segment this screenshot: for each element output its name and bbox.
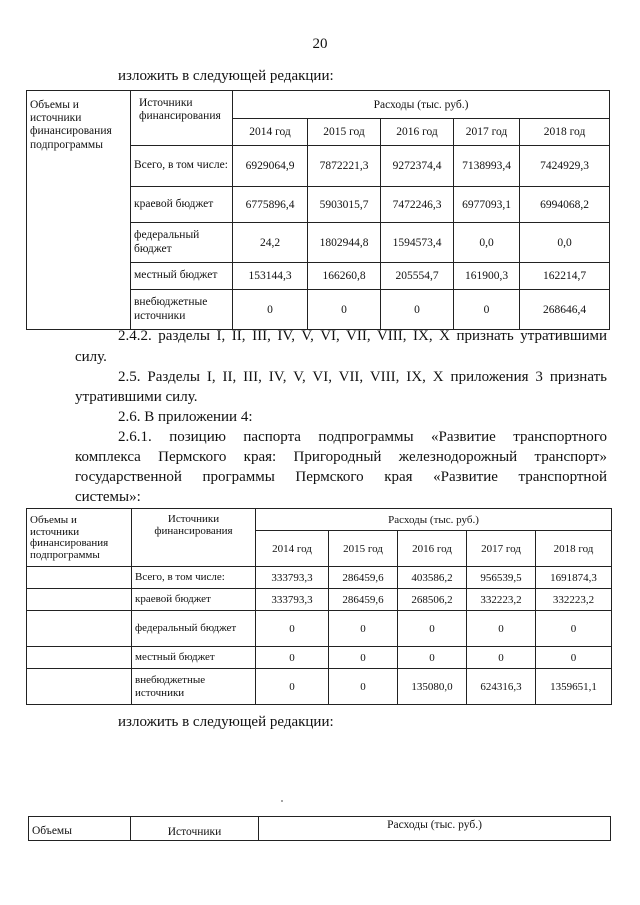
- value-cell: 9272374,4: [381, 146, 454, 187]
- row-header-cell: Объемы и источники финансирования подпрограммы: [27, 91, 131, 330]
- value-cell: 6977093,1: [454, 187, 520, 223]
- value-cell: 0: [233, 290, 308, 330]
- year-header: 2018 год: [536, 531, 612, 567]
- value-cell: 0: [381, 290, 454, 330]
- year-header: 2014 год: [256, 531, 329, 567]
- table-row: [27, 589, 612, 611]
- value-cell: 1802944,8: [308, 223, 381, 263]
- sources-header-cell: Источники: [131, 817, 259, 841]
- value-cell: 5903015,7: [308, 187, 381, 223]
- value-cell: 6775896,4: [233, 187, 308, 223]
- financing-table-2: [26, 508, 612, 705]
- page-number: 20: [312, 36, 328, 52]
- value-cell: 7872221,3: [308, 146, 381, 187]
- empty-cell: [27, 647, 132, 669]
- value-cell: 0: [256, 611, 329, 647]
- source-label: местный бюджет: [131, 263, 233, 290]
- value-cell: 0: [308, 290, 381, 330]
- value-cell: 0: [536, 611, 612, 647]
- value-cell: 332223,2: [467, 589, 536, 611]
- value-cell: 24,2: [233, 223, 308, 263]
- value-cell: 0,0: [520, 223, 610, 263]
- value-cell: 624316,3: [467, 669, 536, 705]
- value-cell: 333793,3: [256, 589, 329, 611]
- value-cell: 956539,5: [467, 567, 536, 589]
- value-cell: 403586,2: [398, 567, 467, 589]
- value-cell: 0: [536, 647, 612, 669]
- source-label: внебюджетные источники: [131, 290, 233, 330]
- value-cell: 1594573,4: [381, 223, 454, 263]
- value-cell: 7472246,3: [381, 187, 454, 223]
- row-header-cell: Объемы: [29, 817, 131, 841]
- table-row: [27, 567, 612, 589]
- value-cell: 286459,6: [329, 589, 398, 611]
- sources-header-cell: Источники финансирования: [132, 509, 256, 567]
- expenses-header-cell: Расходы (тыс. руб.): [233, 91, 610, 119]
- value-cell: 332223,2: [536, 589, 612, 611]
- value-cell: 0: [467, 647, 536, 669]
- year-header: 2017 год: [454, 119, 520, 146]
- source-label: внебюджетные источники: [132, 669, 256, 705]
- value-cell: 268646,4: [520, 290, 610, 330]
- empty-cell: [27, 611, 132, 647]
- value-cell: 161900,3: [454, 263, 520, 290]
- intro-text-2: изложить в следующей редакции:: [118, 714, 334, 730]
- value-cell: 286459,6: [329, 567, 398, 589]
- value-cell: 0: [256, 669, 329, 705]
- financing-table-3: [28, 816, 611, 841]
- year-header: 2015 год: [329, 531, 398, 567]
- value-cell: 6929064,9: [233, 146, 308, 187]
- table-row: [27, 647, 612, 669]
- empty-cell: [27, 669, 132, 705]
- year-header: 2016 год: [398, 531, 467, 567]
- value-cell: 6994068,2: [520, 187, 610, 223]
- sources-header-cell: Источники финансирования: [131, 91, 233, 146]
- source-label: местный бюджет: [132, 647, 256, 669]
- paragraph-2-6-1: 2.6.1. позицию паспорта подпрограммы «Развитие транспортного: [118, 429, 607, 445]
- value-cell: 0: [398, 611, 467, 647]
- paragraph-2-6-1-line3: государственной программы Пермского края «Развитие транспортной: [75, 469, 607, 485]
- year-header: 2015 год: [308, 119, 381, 146]
- expenses-header-cell: Расходы (тыс. руб.): [259, 817, 611, 841]
- value-cell: 333793,3: [256, 567, 329, 589]
- intro-text: изложить в следующей редакции:: [118, 68, 334, 84]
- value-cell: 162214,7: [520, 263, 610, 290]
- paragraph-2-6: 2.6. В приложении 4:: [118, 409, 253, 425]
- speck-mark: [281, 800, 283, 802]
- paragraph-2-5: 2.5. Разделы I, II, III, IV, V, VI, VII, VIII, IX, X приложения 3 признать: [118, 369, 607, 385]
- empty-cell: [27, 589, 132, 611]
- value-cell: 1359651,1: [536, 669, 612, 705]
- value-cell: 1691874,3: [536, 567, 612, 589]
- source-label: федеральный бюджет: [132, 611, 256, 647]
- table-row: [27, 669, 612, 705]
- value-cell: 205554,7: [381, 263, 454, 290]
- value-cell: 166260,8: [308, 263, 381, 290]
- paragraph-2-5-cont: утратившими силу.: [75, 389, 198, 405]
- value-cell: 0: [329, 669, 398, 705]
- source-label: Всего, в том числе:: [132, 567, 256, 589]
- year-header: 2017 год: [467, 531, 536, 567]
- value-cell: 153144,3: [233, 263, 308, 290]
- year-header: 2018 год: [520, 119, 610, 146]
- year-header: 2014 год: [233, 119, 308, 146]
- value-cell: 0: [454, 290, 520, 330]
- value-cell: 0: [329, 647, 398, 669]
- value-cell: 135080,0: [398, 669, 467, 705]
- source-label: федеральный бюджет: [131, 223, 233, 263]
- source-label: краевой бюджет: [132, 589, 256, 611]
- paragraph-2-6-1-line4: системы»:: [75, 489, 141, 505]
- financing-table-1: [26, 90, 610, 330]
- paragraph-2-4-2: 2.4.2. разделы I, II, III, IV, V, VI, VII, VIII, IX, X признать утратившими: [118, 328, 607, 344]
- value-cell: 268506,2: [398, 589, 467, 611]
- paragraph-2-4-2-cont: силу.: [75, 349, 107, 365]
- value-cell: 7138993,4: [454, 146, 520, 187]
- year-header: 2016 год: [381, 119, 454, 146]
- empty-cell: [27, 567, 132, 589]
- expenses-header-cell: Расходы (тыс. руб.): [256, 509, 612, 531]
- value-cell: 7424929,3: [520, 146, 610, 187]
- value-cell: 0: [256, 647, 329, 669]
- value-cell: 0: [467, 611, 536, 647]
- table-row: [27, 611, 612, 647]
- value-cell: 0,0: [454, 223, 520, 263]
- row-header-cell: Объемы и источники финансирования подпрограммы: [27, 509, 132, 567]
- value-cell: 0: [329, 611, 398, 647]
- source-label: Всего, в том числе:: [131, 146, 233, 187]
- source-label: краевой бюджет: [131, 187, 233, 223]
- value-cell: 0: [398, 647, 467, 669]
- paragraph-2-6-1-line2: комплекса Пермского края: Пригородный железнодорожный транспорт»: [75, 449, 607, 465]
